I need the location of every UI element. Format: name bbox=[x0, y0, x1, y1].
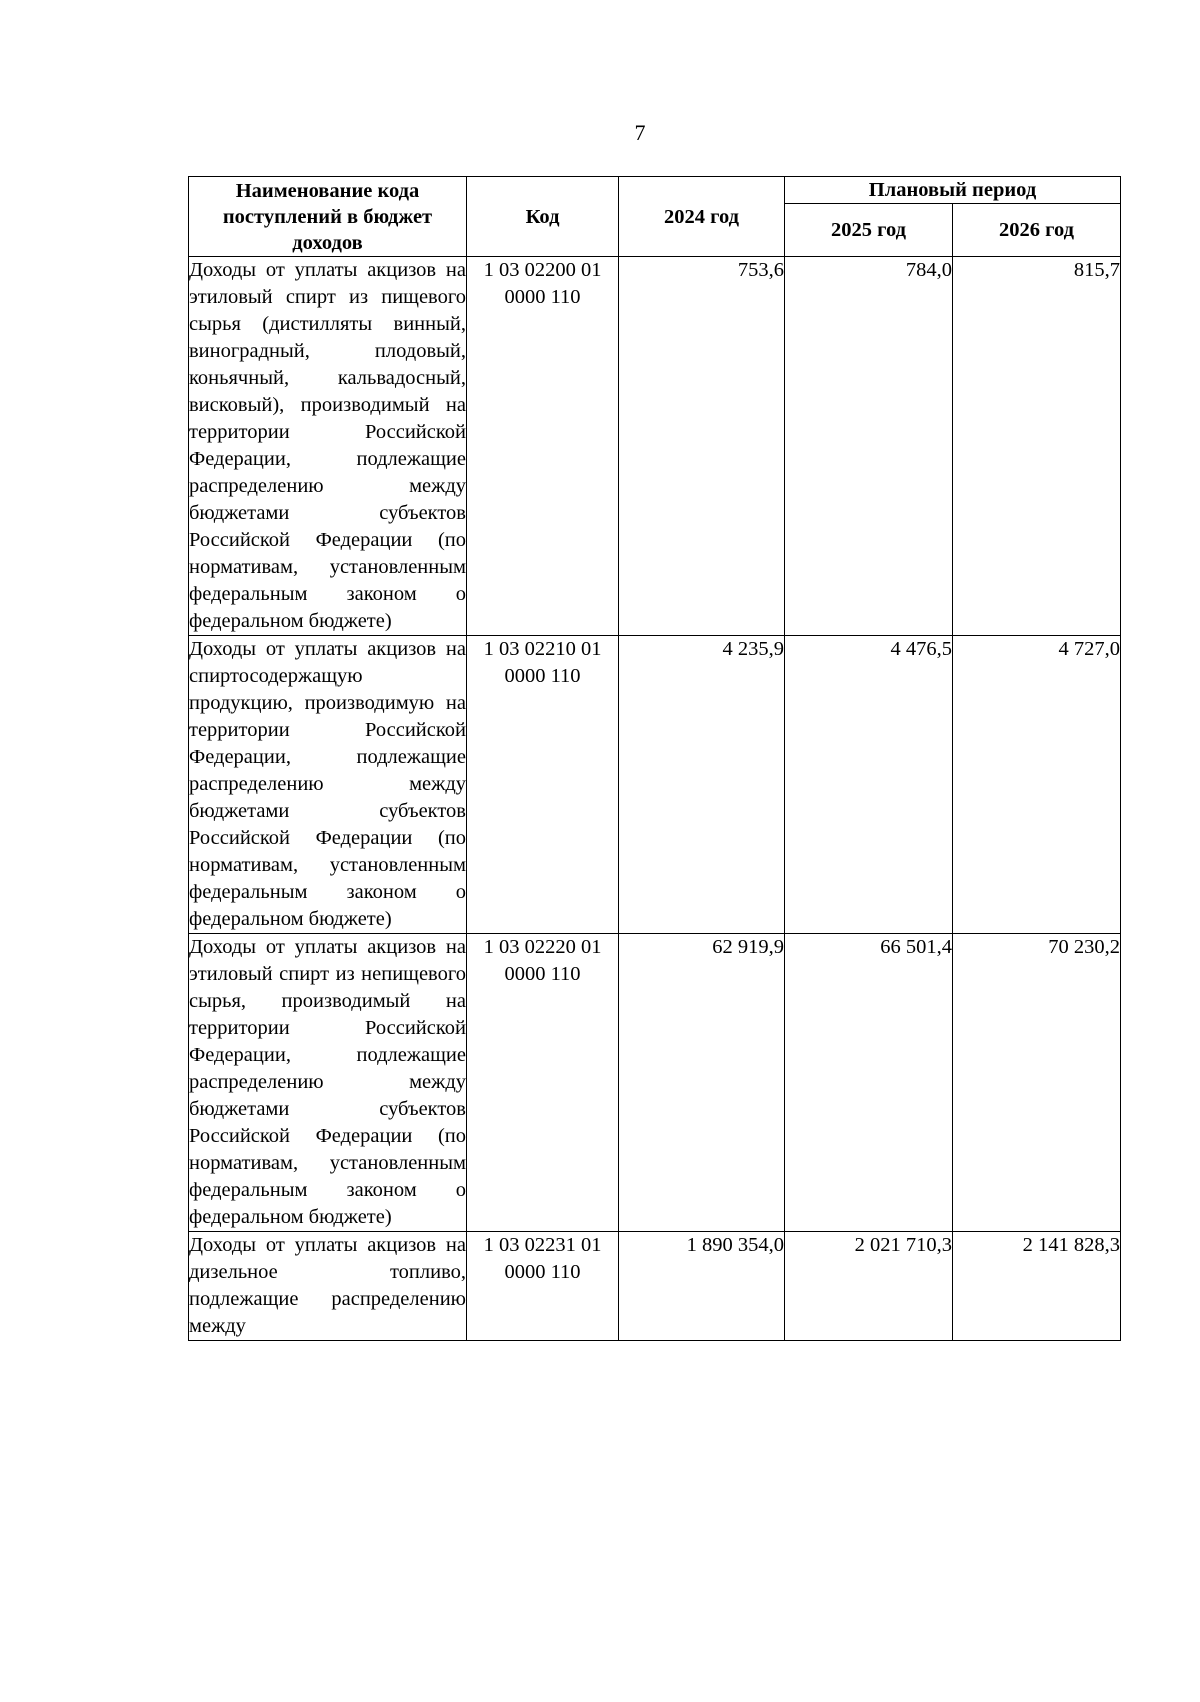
amount-2024: 753,6 bbox=[619, 257, 785, 636]
page-number: 7 bbox=[634, 120, 646, 145]
table-row bbox=[189, 257, 1121, 636]
amount-2025: 66 501,4 bbox=[785, 934, 953, 1232]
table-row bbox=[189, 934, 1121, 1232]
amount-2024: 62 919,9 bbox=[619, 934, 785, 1232]
revenue-name: Доходы от уплаты акцизов на этиловый спирт из пищевого сырья (дистилляты винный, виноградный, плодовый, коньячный, кальвадосный, висковый), производимый на территории Российской Федерации, подлежащие распределению между бюджетами субъектов Российской Федерации (по нормативам, установленным федеральным законом о федеральном бюджете) bbox=[189, 257, 467, 636]
amount-2026: 2 141 828,3 bbox=[953, 1232, 1121, 1341]
revenue-code: 1 03 02220 01 0000 110 bbox=[467, 934, 619, 1232]
revenue-code: 1 03 02231 01 0000 110 bbox=[467, 1232, 619, 1341]
table-row bbox=[189, 1232, 1121, 1341]
amount-2024: 4 235,9 bbox=[619, 636, 785, 934]
header-planning-period: Плановый период bbox=[785, 177, 1121, 204]
amount-2026: 815,7 bbox=[953, 257, 1121, 636]
amount-2026: 4 727,0 bbox=[953, 636, 1121, 934]
revenue-code: 1 03 02210 01 0000 110 bbox=[467, 636, 619, 934]
revenue-name: Доходы от уплаты акцизов на дизельное топливо, подлежащие распределению между bbox=[189, 1232, 467, 1341]
amount-2024: 1 890 354,0 bbox=[619, 1232, 785, 1341]
header-year-2024: 2024 год bbox=[619, 177, 785, 257]
revenue-name: Доходы от уплаты акцизов на этиловый спирт из непищевого сырья, производимый на территории Российской Федерации, подлежащие распределению между бюджетами субъектов Российской Федерации (по нормативам, установленным федеральным законом о федеральном бюджете) bbox=[189, 934, 467, 1232]
revenue-name: Доходы от уплаты акцизов на спиртосодержащую продукцию, производимую на территории Российской Федерации, подлежащие распределению между бюджетами субъектов Российской Федерации (по нормативам, установленным федеральным законом о федеральном бюджете) bbox=[189, 636, 467, 934]
amount-2025: 4 476,5 bbox=[785, 636, 953, 934]
revenue-table bbox=[188, 176, 1121, 1341]
header-year-2026: 2026 год bbox=[953, 204, 1121, 257]
amount-2025: 784,0 bbox=[785, 257, 953, 636]
header-code: Код bbox=[467, 177, 619, 257]
amount-2026: 70 230,2 bbox=[953, 934, 1121, 1232]
header-name: Наименование кода поступлений в бюджет доходов bbox=[189, 177, 467, 257]
table-row bbox=[189, 636, 1121, 934]
amount-2025: 2 021 710,3 bbox=[785, 1232, 953, 1341]
revenue-code: 1 03 02200 01 0000 110 bbox=[467, 257, 619, 636]
header-year-2025: 2025 год bbox=[785, 204, 953, 257]
